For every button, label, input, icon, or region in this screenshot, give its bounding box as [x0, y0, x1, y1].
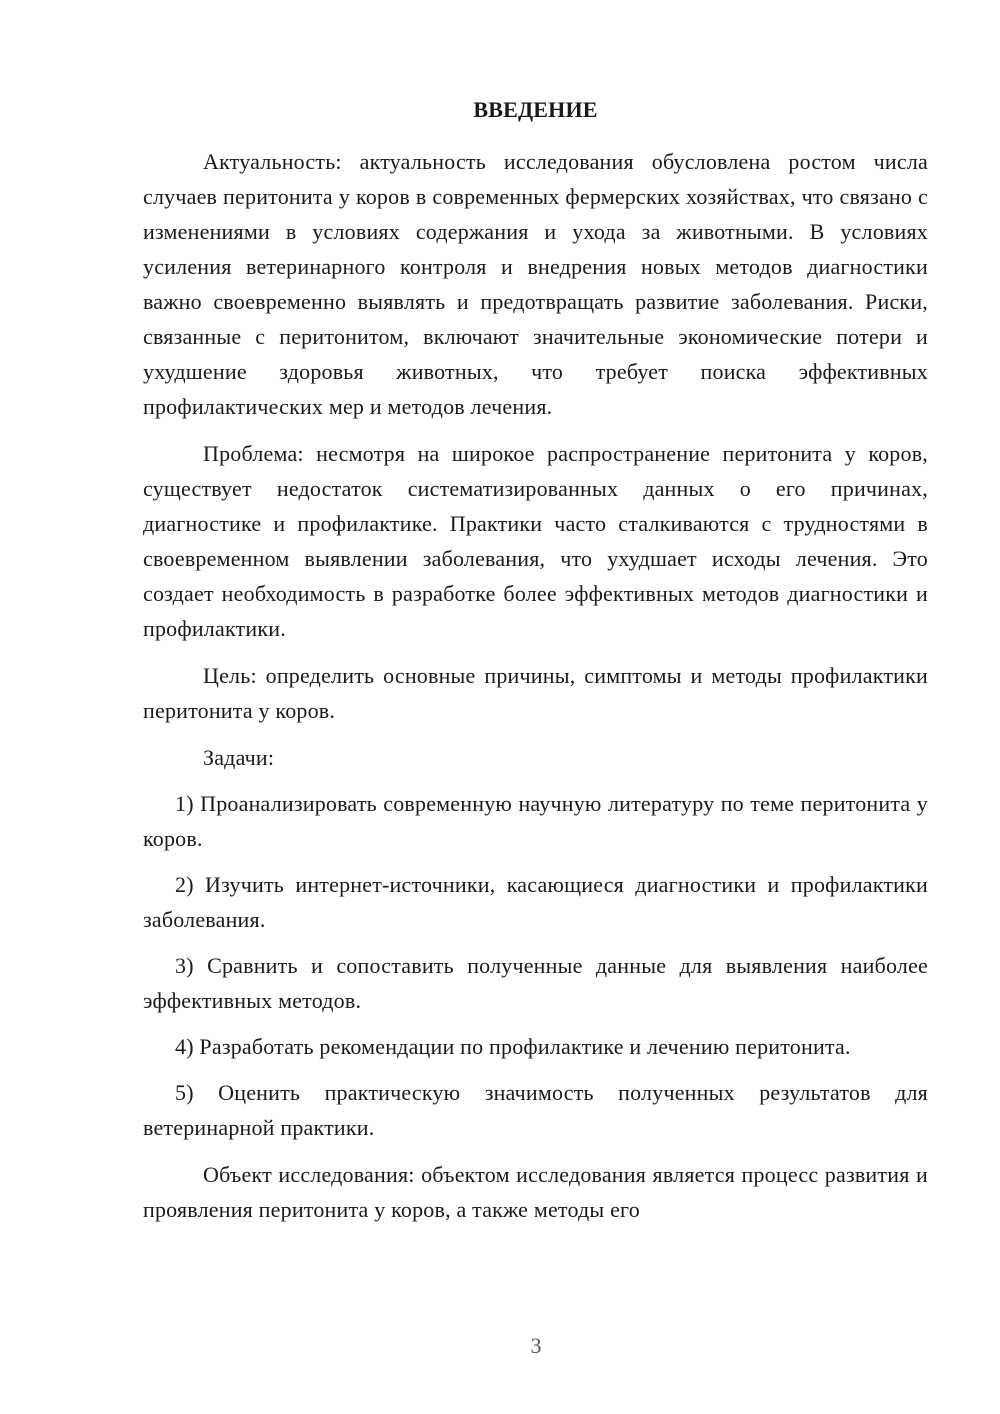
relevance-paragraph: Актуальность: актуальность исследования обусловлена ростом числа случаев перитонита у коров в современных фермерских хозяйствах, что связано с изменениями в условиях содержания и ухода за животными. В условиях усиления ветеринарного контроля и внедрения новых методов диагностики важно своевременно выявлять и предотвращать развитие заболевания. Риски, связанные с перитонитом, включают значительные экономические потери и ухудшение здоровья животных, что требует поиска эффективных профилактических мер и методов лечения.	[143, 149, 928, 419]
object-paragraph: Объект исследования: объектом исследования является процесс развития и проявления перитонита у коров, а также методы его	[143, 1162, 928, 1222]
problem-paragraph: Проблема: несмотря на широкое распространение перитонита у коров, существует недостаток систематизированных данных о его причинах, диагностике и профилактике. Практики часто сталкиваются с трудностями в своевременном выявлении заболевания, что ухудшает исходы лечения. Это создает необходимость в разработке более эффективных методов диагностики и профилактики.	[143, 441, 928, 641]
task-item-3: 3) Сравнить и сопоставить полученные данные для выявления наиболее эффективных методов.	[143, 953, 928, 1013]
task-item-5: 5) Оценить практическую значимость полученных результатов для ветеринарной практики.	[143, 1080, 928, 1140]
task-item-4: 4) Разработать рекомендации по профилактике и лечению перитонита.	[175, 1034, 851, 1059]
task-item-2: 2) Изучить интернет-источники, касающиеся диагностики и профилактики заболевания.	[143, 872, 928, 932]
page-number: 3	[530, 1333, 542, 1358]
goal-paragraph: Цель: определить основные причины, симптомы и методы профилактики перитонита у коров.	[143, 663, 928, 723]
document-body	[143, 94, 928, 1227]
tasks-heading: Задачи:	[203, 745, 275, 770]
task-item-1: 1) Проанализировать современную научную литературу по теме перитонита у коров.	[143, 791, 928, 851]
section-heading: ВВЕДЕНИЕ	[473, 97, 598, 122]
